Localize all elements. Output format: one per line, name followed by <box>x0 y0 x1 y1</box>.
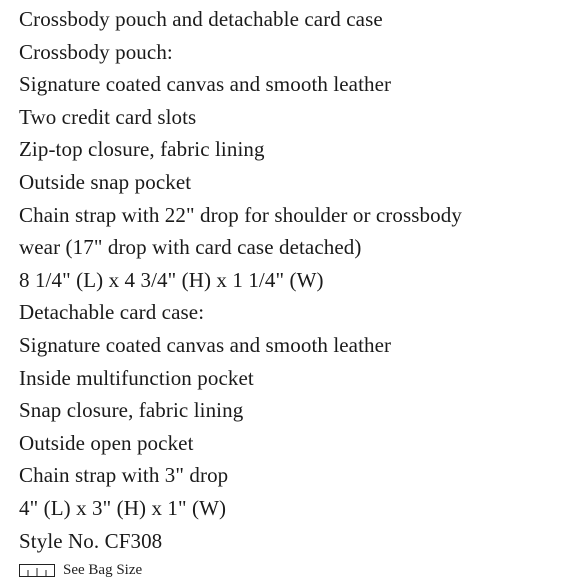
detail-line: Outside open pocket <box>19 430 194 455</box>
detail-line: Chain strap with 22" drop for shoulder or crossbody <box>19 202 462 227</box>
card-case-dimensions: 4" (L) x 3" (H) x 1" (W) <box>19 495 227 520</box>
pouch-dimensions: 8 1/4" (L) x 4 3/4" (H) x 1 1/4" (W) <box>19 267 324 292</box>
detail-line: Zip-top closure, fabric lining <box>19 137 265 162</box>
product-details <box>19 3 574 557</box>
size-guide-label: See Bag Size <box>63 562 143 578</box>
detail-line: Signature coated canvas and smooth leather <box>19 332 392 357</box>
ruler-icon <box>19 564 55 577</box>
section-heading-pouch: Crossbody pouch: <box>19 39 173 64</box>
detail-line: Snap closure, fabric lining <box>19 398 244 423</box>
style-number: Style No. CF308 <box>19 528 163 553</box>
detail-line: Two credit card slots <box>19 104 197 129</box>
section-heading-card-case: Detachable card case: <box>19 300 205 325</box>
see-bag-size-link[interactable] <box>19 561 142 579</box>
detail-line: Chain strap with 3" drop <box>19 463 229 488</box>
detail-line: Outside snap pocket <box>19 169 192 194</box>
detail-title: Crossbody pouch and detachable card case <box>19 7 383 31</box>
detail-line: Inside multifunction pocket <box>19 365 254 390</box>
detail-line: wear (17" drop with card case detached) <box>19 235 362 260</box>
detail-line: Signature coated canvas and smooth leather <box>19 72 392 97</box>
